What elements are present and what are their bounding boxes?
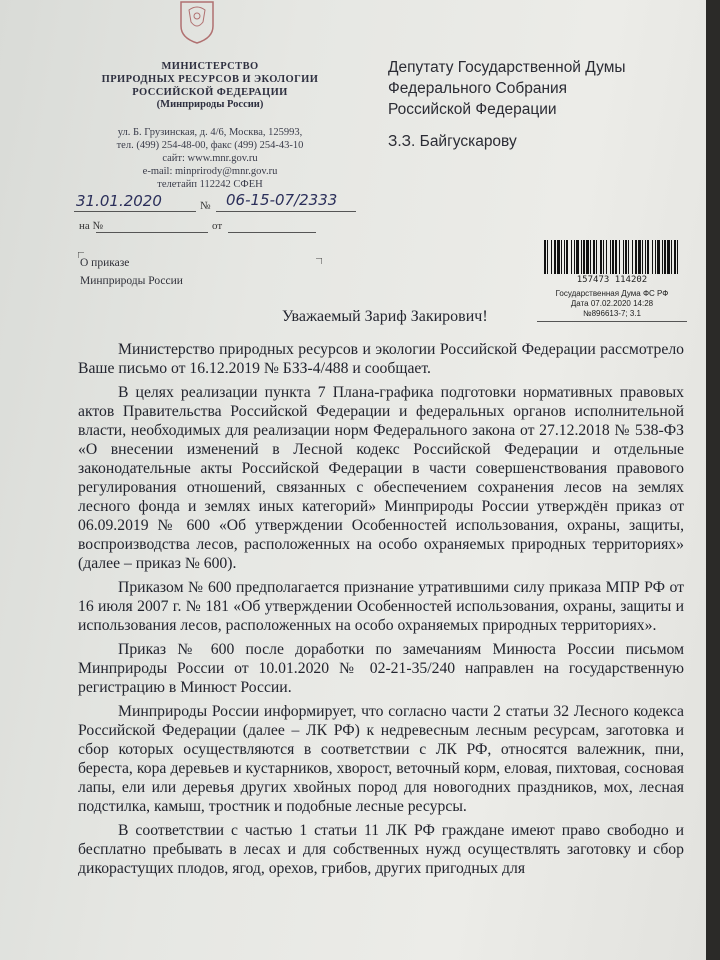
paragraph: В целях реализации пункта 7 Плана-графика подготовки нормативных правовых актов Правительства Российской Федерации и федеральных органов исполнительной власти, необходимых для реализации норм Федерального закона от 27.12.2018 № 538-ФЗ «О внесении изменений в Лесной кодекс Российской Федерации и отдельные законодательные акты Российской Федерации в части совершенствования правового регулирования отношений, связанных с обеспечением сохранения лесов на землях лесного фонда и землях иных категорий» Минприроды России утверждён приказ от 06.09.2019 № 600 «Об утверждении Особенностей использования, охраны, защиты, воспроизводства лесов, расположенных на особо охраняемых природных территориях» (далее – приказ № 600). — [78, 384, 684, 572]
barcode-bar — [574, 240, 575, 274]
barcode-bar — [662, 240, 663, 274]
addressee-line1: Депутату Государственной Думы — [388, 59, 626, 76]
from-label: от — [212, 220, 223, 232]
barcode-bar — [603, 240, 604, 274]
paragraph: Приказом № 600 предполагается признание утратившими силу приказа МПР РФ от 16 июля 2007 г. № 181 «Об утверждении Особенностей использования, охраны, защиты и использования лесов, расположенных на особо охраняемых природных территориях». — [78, 579, 684, 634]
barcode-bar — [671, 240, 672, 274]
barcode-bar — [571, 240, 572, 274]
barcode-bar — [612, 240, 614, 274]
barcode-bar — [610, 240, 611, 274]
barcode-bar — [645, 240, 646, 274]
barcode-bar — [652, 240, 653, 274]
addressee-name: З.З. Байгускарову — [388, 133, 517, 150]
barcode-bar — [544, 240, 546, 274]
stamp-org: Государственная Дума ФС РФ — [555, 289, 669, 298]
barcode-bar — [664, 240, 666, 274]
barcode-bar — [625, 240, 627, 274]
coat-of-arms-emblem — [175, 0, 219, 44]
barcode-number: 157473 114202 — [576, 275, 648, 285]
letter-body — [78, 340, 684, 883]
ministry-site: сайт: www.mnr.gov.ru — [162, 153, 258, 164]
barcode-bar — [635, 240, 637, 274]
number-label: № — [200, 200, 211, 212]
registration-number: 06-15-07/2333 — [226, 191, 338, 209]
barcode-bar — [581, 240, 582, 274]
barcode-bar — [566, 240, 568, 274]
barcode-bar — [642, 240, 643, 274]
barcode-bar — [593, 240, 595, 274]
barcode-bar — [561, 240, 562, 274]
barcode-bar — [600, 240, 602, 274]
barcode-bar — [647, 240, 649, 274]
barcode-bar — [655, 240, 656, 274]
barcode-bar — [619, 240, 620, 274]
barcode-bar — [596, 240, 597, 274]
barcode-bar — [557, 240, 560, 274]
ministry-email: e-mail: minprirody@mnr.gov.ru — [142, 166, 278, 177]
on-number-label: на № — [79, 220, 104, 232]
barcode-bar — [615, 240, 617, 274]
paragraph: В соответствии с частью 1 статьи 11 ЛК РФ граждане имеют право свободно и бесплатно пребывать в лесах и для собственных нужд осуществлять заготовку и сбор дикорастущих плодов, ягод, орехов, грибов, других пригодных для — [78, 822, 684, 877]
barcode-bar — [576, 240, 579, 274]
paragraph: Минприроды России информирует, что согласно части 2 статьи 32 Лесного кодекса Российской Федерации (далее – ЛК РФ) к недревесным лесным ресурсам, заготовка и сбор которых осуществляются в соответствии с ЛК РФ, относятся валежник, пни, береста, кора деревьев и кустарников, хворост, веточный корм, еловая, пихтовая, сосновая лапы, ели или деревья других хвойных пород для новогодних праздников, мох, лесная подстилка, камыш, тростник и подобные лесные ресурсы. — [78, 703, 684, 815]
addressee-line2: Федерального Собрания — [388, 80, 568, 97]
ministry-short-name: (Минприроды России) — [156, 99, 264, 110]
barcode-bar — [674, 240, 676, 274]
ministry-name-line2: ПРИРОДНЫХ РЕСУРСОВ И ЭКОЛОГИИ — [101, 74, 319, 85]
barcode-bar — [547, 240, 548, 274]
barcode-bar — [590, 240, 591, 274]
stamp-reg-number: №896613-7; 3.1 — [583, 309, 641, 318]
barcode-bar — [667, 240, 670, 274]
registration-date: 31.01.2020 — [76, 192, 162, 210]
barcode-bar — [677, 240, 678, 274]
from-underline — [228, 232, 316, 233]
barcode-bar — [586, 240, 589, 274]
stamp-underline — [537, 321, 687, 322]
barcode-bar — [583, 240, 585, 274]
barcode-bar — [554, 240, 556, 274]
ministry-name-line3: РОССИЙСКОЙ ФЕДЕРАЦИИ — [132, 87, 288, 98]
barcode-bar — [628, 240, 629, 274]
ministry-name-line1: МИНИСТЕРСТВО — [161, 61, 259, 72]
barcode-bar — [564, 240, 565, 274]
barcode-bar — [632, 240, 633, 274]
paragraph: Министерство природных ресурсов и экологии Российской Федерации рассмотрело Ваше письмо от 16.12.2019 № БЗЗ-4/488 и сообщает. — [78, 341, 684, 377]
greeting: Уважаемый Зариф Закирович! — [282, 308, 488, 325]
barcode-bar — [657, 240, 660, 274]
subject-line1: О приказе — [80, 257, 130, 269]
barcode-bar — [638, 240, 641, 274]
barcode — [542, 238, 682, 276]
date-underline — [74, 211, 196, 212]
registration-stamp — [537, 238, 687, 328]
stamp-date: Дата 07.02.2020 14:28 — [570, 299, 654, 308]
ministry-telex: телетайп 112242 СФЕН — [157, 179, 263, 190]
barcode-bar — [606, 240, 607, 274]
barcode-bar — [551, 240, 552, 274]
barcode-bar — [623, 240, 624, 274]
ministry-address: ул. Б. Грузинская, д. 4/6, Москва, 125993, — [117, 127, 303, 138]
on-number-underline — [96, 232, 208, 233]
number-underline — [216, 211, 356, 212]
subject-line2: Минприроды России — [80, 275, 183, 287]
addressee-line3: Российской Федерации — [388, 101, 557, 118]
subject-corner-right — [316, 258, 322, 264]
ministry-phone: тел. (499) 254-48-00, факс (499) 254-43-10 — [116, 140, 304, 151]
paragraph: Приказ № 600 после доработки по замечаниям Минюста России письмом Минприроды России от 10.01.2020 № 02-21-35/240 направлен на государственную регистрацию в Минюст России. — [78, 641, 684, 696]
